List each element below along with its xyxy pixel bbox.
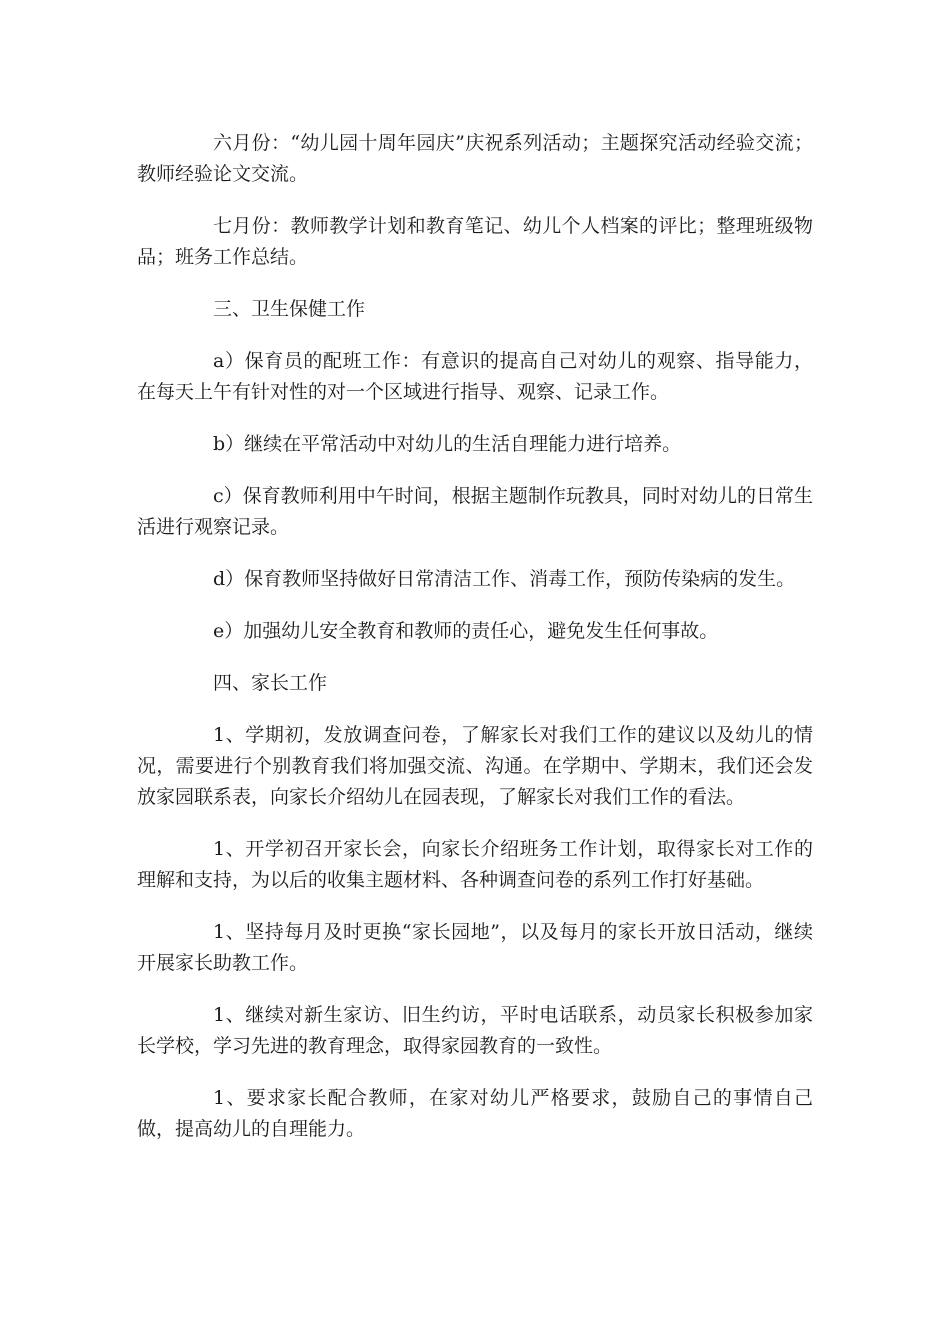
paragraph-june: 六月份：“幼儿园十周年园庆”庆祝系列活动；主题探究活动经验交流；教师经验论文交流。 bbox=[137, 132, 813, 185]
paragraph-health-d: d）保育教师坚持做好日常清洁工作、消毒工作，预防传染病的发生。 bbox=[213, 568, 796, 590]
paragraph-health-b: b）继续在平常活动中对幼儿的生活自理能力进行培养。 bbox=[213, 433, 682, 455]
paragraph-parents-1: 1、学期初，发放调查问卷，了解家长对我们工作的建议以及幼儿的情况，需要进行个别教育我们将加强交流、沟通。在学期中、学期末，我们还会发放家园联系表，向家长介绍幼儿在园表现，了解家长对我们工作的看法。 bbox=[137, 724, 813, 808]
document-body bbox=[137, 128, 813, 1166]
paragraph-parents-4: 1、继续对新生家访、旧生约访，平时电话联系，动员家长积极参加家长学校，学习先进的教育理念，取得家园教育的一致性。 bbox=[137, 1004, 813, 1057]
paragraph-health-c: c）保育教师利用中午时间，根据主题制作玩教具，同时对幼儿的日常生活进行观察记录。 bbox=[137, 485, 813, 538]
paragraph-health-a: a）保育员的配班工作：有意识的提高自己对幼儿的观察、指导能力，在每天上午有针对性的对一个区域进行指导、观察、记录工作。 bbox=[137, 350, 813, 403]
section-heading-health: 三、卫生保健工作 bbox=[213, 298, 366, 320]
paragraph-parents-3: 1、坚持每月及时更换“家长园地”，以及每月的家长开放日活动，继续开展家长助教工作。 bbox=[137, 921, 813, 974]
paragraph-parents-5: 1、要求家长配合教师，在家对幼儿严格要求，鼓励自己的事情自己做，提高幼儿的自理能力。 bbox=[137, 1087, 813, 1140]
paragraph-health-e: e）加强幼儿安全教育和教师的责任心，避免发生任何事故。 bbox=[213, 620, 719, 642]
section-heading-parents: 四、家长工作 bbox=[213, 672, 328, 694]
paragraph-july: 七月份：教师教学计划和教育笔记、幼儿个人档案的评比；整理班级物品；班务工作总结。 bbox=[137, 215, 813, 268]
paragraph-parents-2: 1、开学初召开家长会，向家长介绍班务工作计划，取得家长对工作的理解和支持，为以后的收集主题材料、各种调查问卷的系列工作打好基础。 bbox=[137, 838, 813, 891]
